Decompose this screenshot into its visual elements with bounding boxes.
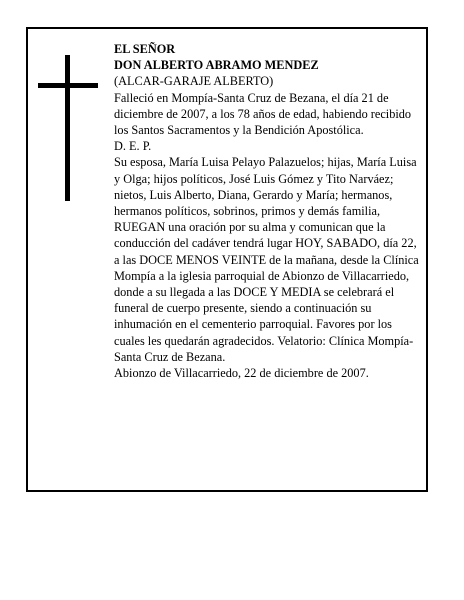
rip-line: D. E. P. [114, 139, 152, 154]
family-paragraph: Su esposa, María Luisa Pelayo Palazuelos; hijas, María Luisa y Olga; hijos políticos, José Luis Gómez y Tito Narváez; nietos, Luis Alberto, Diana, Gerardo y María; hermanos, hermanos políticos, sobrinos, primos y demás familia, [114, 155, 417, 219]
death-paragraph: Falleció en Mompía-Santa Cruz de Bezana, el día 21 de diciembre de 2007, a los 78 años de edad, habiendo recibido los Santos Sacramentos y la Bendición Apostólica. [114, 90, 412, 138]
place-date-line: Abionzo de Villacarriedo, 22 de diciembre de 2007. [114, 366, 369, 381]
request-paragraph: RUEGAN una oración por su alma y comunican que la conducción del cadáver tendrá lugar HOY, SABADO, día 22, a las DOCE MENOS VEINTE de la mañana, desde la Clínica Mompía a la iglesia parroquial de Abionzo de Villacarriedo, donde a su llegada a las DOCE Y MEDIA se celebrará el funeral de cuerpo presente, siendo a continuación su inhumación en el cementerio parroquial. Favores por los cuales les quedarán agradecidos. Velatorio: Clínica Mompía-Santa Cruz de Bezana. [114, 220, 419, 364]
latin-cross-icon [38, 55, 98, 201]
notice-text [114, 41, 420, 381]
cross-horizontal-bar [38, 83, 98, 88]
deceased-name: DON ALBERTO ABRAMO MENDEZ [114, 58, 319, 73]
obituary-notice [26, 27, 428, 492]
cross-vertical-bar [65, 55, 70, 201]
deceased-alias: (ALCAR-GARAJE ALBERTO) [114, 74, 274, 89]
notice-title: EL SEÑOR [114, 42, 176, 56]
